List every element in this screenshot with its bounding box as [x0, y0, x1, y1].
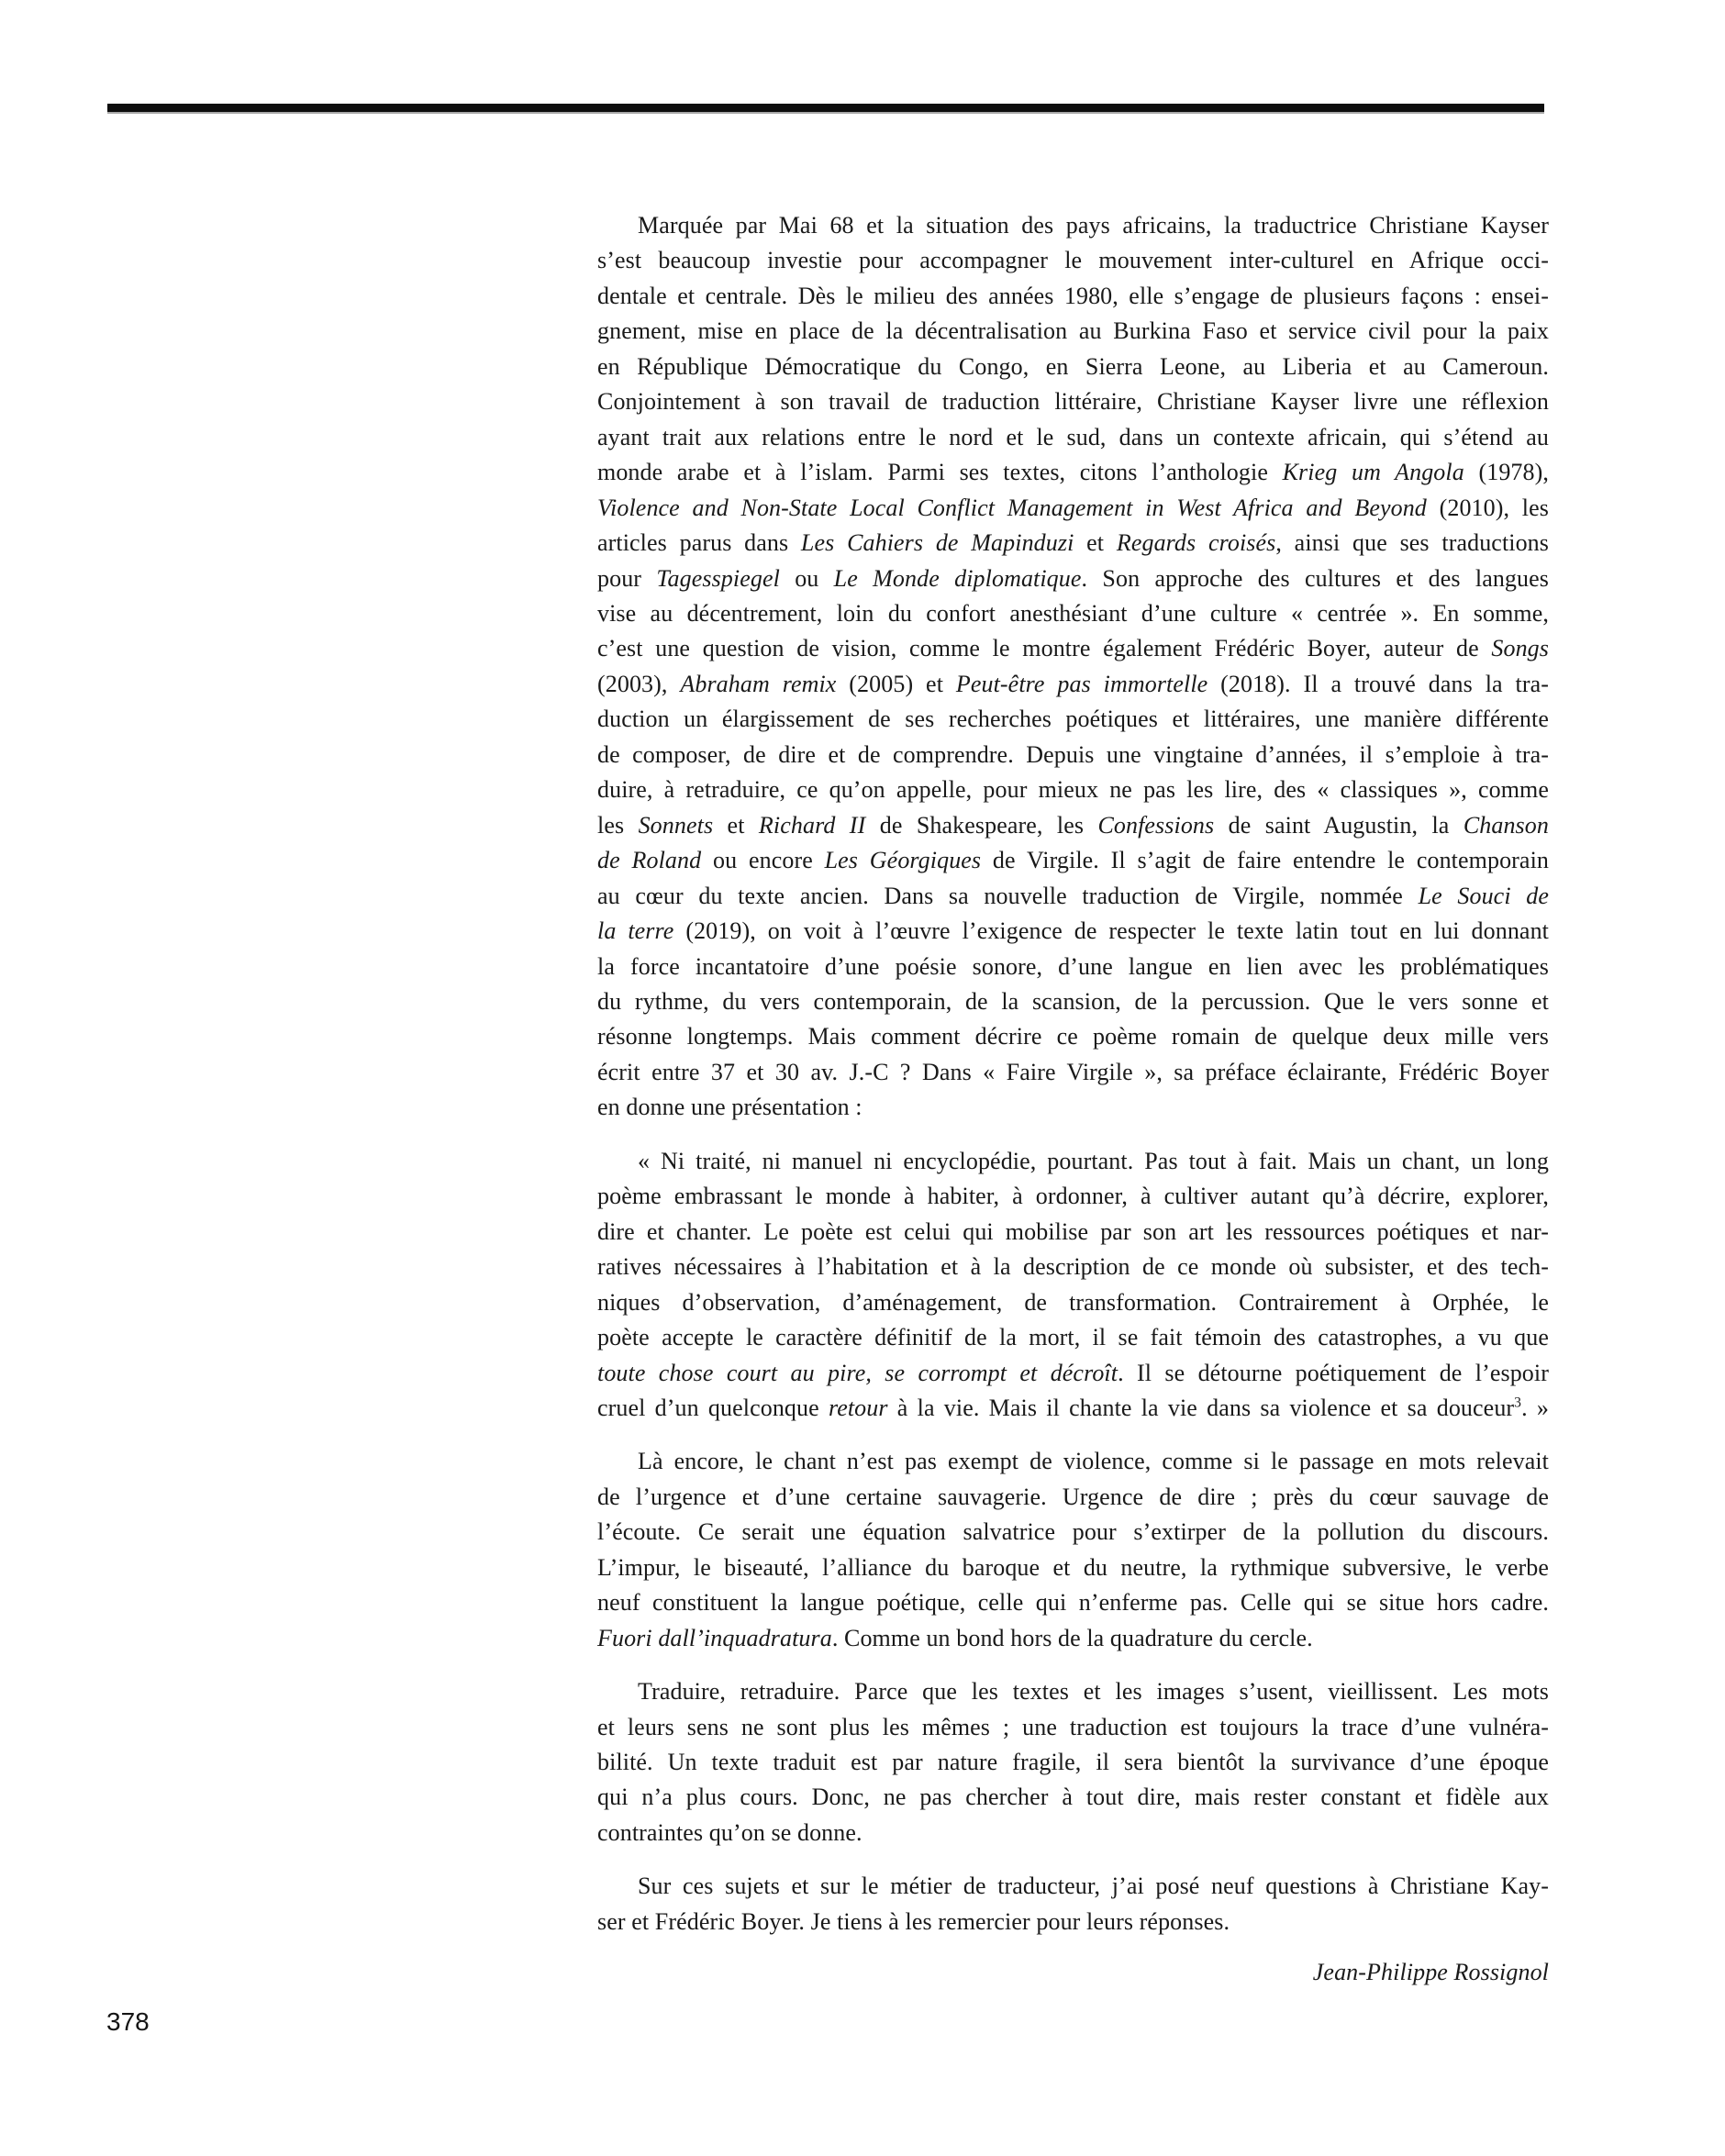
footnote-marker: 3 [1514, 1395, 1522, 1411]
text-line: Sur ces sujets et sur le métier de traducteur, j’ai posé neuf questions à Christiane Kay- [638, 1873, 1549, 1900]
text-line: du rythme, du vers contemporain, de la scansion, de la percussion. Que le vers sonne et [597, 987, 1549, 1015]
text-line: articles parus dans Les Cahiers de Mapinduzi et Regards croisés, ainsi que ses traductions [597, 529, 1550, 557]
paragraph-chant [597, 1444, 1549, 1656]
text-line: écrit entre 37 et 30 av. J.-C ? Dans « Faire Virgile », sa préface éclairante, Frédéric Boyer [597, 1058, 1549, 1085]
text-line: dire et chanter. Le poète est celui qui mobilise par son art les ressources poétiques et nar- [597, 1217, 1549, 1245]
text-line: vise au décentrement, loin du confort anesthésiant d’une culture « centrée ». En somme, [597, 599, 1549, 627]
text-line: contraintes qu’on se donne. [597, 1818, 862, 1846]
text-line: cruel d’un quelconque retour à la vie. Mais il chante la vie dans sa violence et sa douceur$^3$. » [597, 1394, 1549, 1421]
text-line: L’impur, le biseauté, l’alliance du baroque et du neutre, la rythmique subversive, le verbe [597, 1553, 1549, 1581]
text-line: au cœur du texte ancien. Dans sa nouvelle traduction de Virgile, nommée Le Souci de [597, 882, 1550, 909]
text-line: poème embrassant le monde à habiter, à ordonner, à cultiver autant qu’à décrire, explorer, [597, 1183, 1549, 1210]
text-line: de l’urgence et d’une certaine sauvagerie. Urgence de dire ; près du cœur sauvage de [597, 1483, 1549, 1510]
text-line: Conjointement à son travail de traduction littéraire, Christiane Kayser livre une réflexion [597, 388, 1549, 416]
text-line: poète accepte le caractère définitif de la mort, il se fait témoin des catastrophes, a vu que [597, 1324, 1549, 1351]
text-line: toute chose court au pire, se corrompt et décroît. Il se détourne poétiquement de l’espoir [597, 1359, 1549, 1386]
text-line: Là encore, le chant n’est pas exempt de violence, comme si le passage en mots relevait [638, 1448, 1549, 1475]
text-line: ayant trait aux relations entre le nord et le sud, dans un contexte africain, qui s’étend au [597, 423, 1549, 450]
author-signature: Jean-Philippe Rossignol [1312, 1959, 1549, 1986]
text-line: niques d’observation, d’aménagement, de transformation. Contrairement à Orphée, le [597, 1288, 1549, 1316]
text-line: Violence and Non-State Local Conflict Management in West Africa and Beyond (2010), les [597, 494, 1549, 521]
top-rule [107, 104, 1544, 114]
text-line: de Roland ou encore Les Géorgiques de Virgile. Il s’agit de faire entendre le contemporain [597, 847, 1549, 874]
text-line: et leurs sens ne sont plus les mêmes ; une traduction est toujours la trace d’une vulnéra- [597, 1713, 1549, 1740]
text-line: ratives nécessaires à l’habitation et à la description de ce monde où subsister, et des tech- [597, 1253, 1549, 1281]
text-line: qui n’a plus cours. Donc, ne pas chercher à tout dire, mais rester constant et fidèle aux [597, 1784, 1549, 1811]
text-line: en République Démocratique du Congo, en Sierra Leone, au Liberia et au Cameroun. [597, 352, 1549, 380]
text-line: bilité. Un texte traduit est par nature fragile, il sera bientôt la survivance d’une époque [597, 1749, 1549, 1776]
text-line: monde arabe et à l’islam. Parmi ses textes, citons l’anthologie Krieg um Angola (1978), [597, 459, 1549, 486]
paragraph-quote [597, 1144, 1549, 1427]
text-line: s’est beaucoup investie pour accompagner le mouvement inter-culturel en Afrique occi- [597, 247, 1549, 274]
text-line: les Sonnets et Richard II de Shakespeare, les Confessions de saint Augustin, la Chanson [597, 811, 1549, 839]
text-line: l’écoute. Ce serait une équation salvatrice pour s’extirper de la pollution du discours. [597, 1518, 1549, 1546]
text-line: en donne une présentation : [597, 1094, 862, 1121]
text-line: dentale et centrale. Dès le milieu des années 1980, elle s’engage de plusieurs façons : ensei- [597, 282, 1549, 309]
paragraph-traduire [597, 1674, 1549, 1850]
text-line: c’est une question de vision, comme le montre également Frédéric Boyer, auteur de Songs [597, 635, 1549, 662]
text-column [597, 208, 1549, 1991]
text-line: neuf constituent la langue poétique, celle qui n’enferme pas. Celle qui se situe hors cadre. [597, 1589, 1549, 1617]
text-line: Fuori dall’inquadratura. Comme un bond hors de la quadrature du cercle. [597, 1624, 1313, 1651]
text-line: (2003), Abraham remix (2005) et Peut-être pas immortelle (2018). Il a trouvé dans la tra- [597, 670, 1549, 697]
paragraph-questions [597, 1869, 1549, 1939]
text-line: Marquée par Mai 68 et la situation des pays africains, la traductrice Christiane Kayser [638, 212, 1549, 239]
text-line: résonne longtemps. Mais comment décrire ce poème romain de quelque deux mille vers [597, 1023, 1549, 1050]
paragraphs [597, 208, 1549, 1939]
paragraph-intro [597, 208, 1549, 1126]
text-line: « Ni traité, ni manuel ni encyclopédie, pourtant. Pas tout à fait. Mais un chant, un long [638, 1147, 1549, 1174]
text-line: ser et Frédéric Boyer. Je tiens à les remercier pour leurs réponses. [597, 1907, 1230, 1935]
text-line: de composer, de dire et de comprendre. Depuis une vingtaine d’années, il s’emploie à tra- [597, 740, 1549, 768]
text-line: duire, à retraduire, ce qu’on appelle, pour mieux ne pas les lire, des « classiques », comme [597, 776, 1549, 804]
text-line: gnement, mise en place de la décentralisation au Burkina Faso et service civil pour la paix [597, 317, 1549, 345]
text-line: Traduire, retraduire. Parce que les textes et les images s’usent, vieillissent. Les mots [638, 1678, 1549, 1706]
text-line: la terre (2019), on voit à l’œuvre l’exigence de respecter le texte latin tout en lui donnant [597, 917, 1549, 945]
text-line: la force incantatoire d’une poésie sonore, d’une langue en lien avec les problématiques [597, 952, 1549, 980]
text-line: duction un élargissement de ses recherches poétiques et littéraires, une manière différente [597, 706, 1549, 733]
text-line: pour Tagesspiegel ou Le Monde diplomatique. Son approche des cultures et des langues [597, 564, 1549, 592]
page-number: 378 [106, 2007, 150, 2036]
